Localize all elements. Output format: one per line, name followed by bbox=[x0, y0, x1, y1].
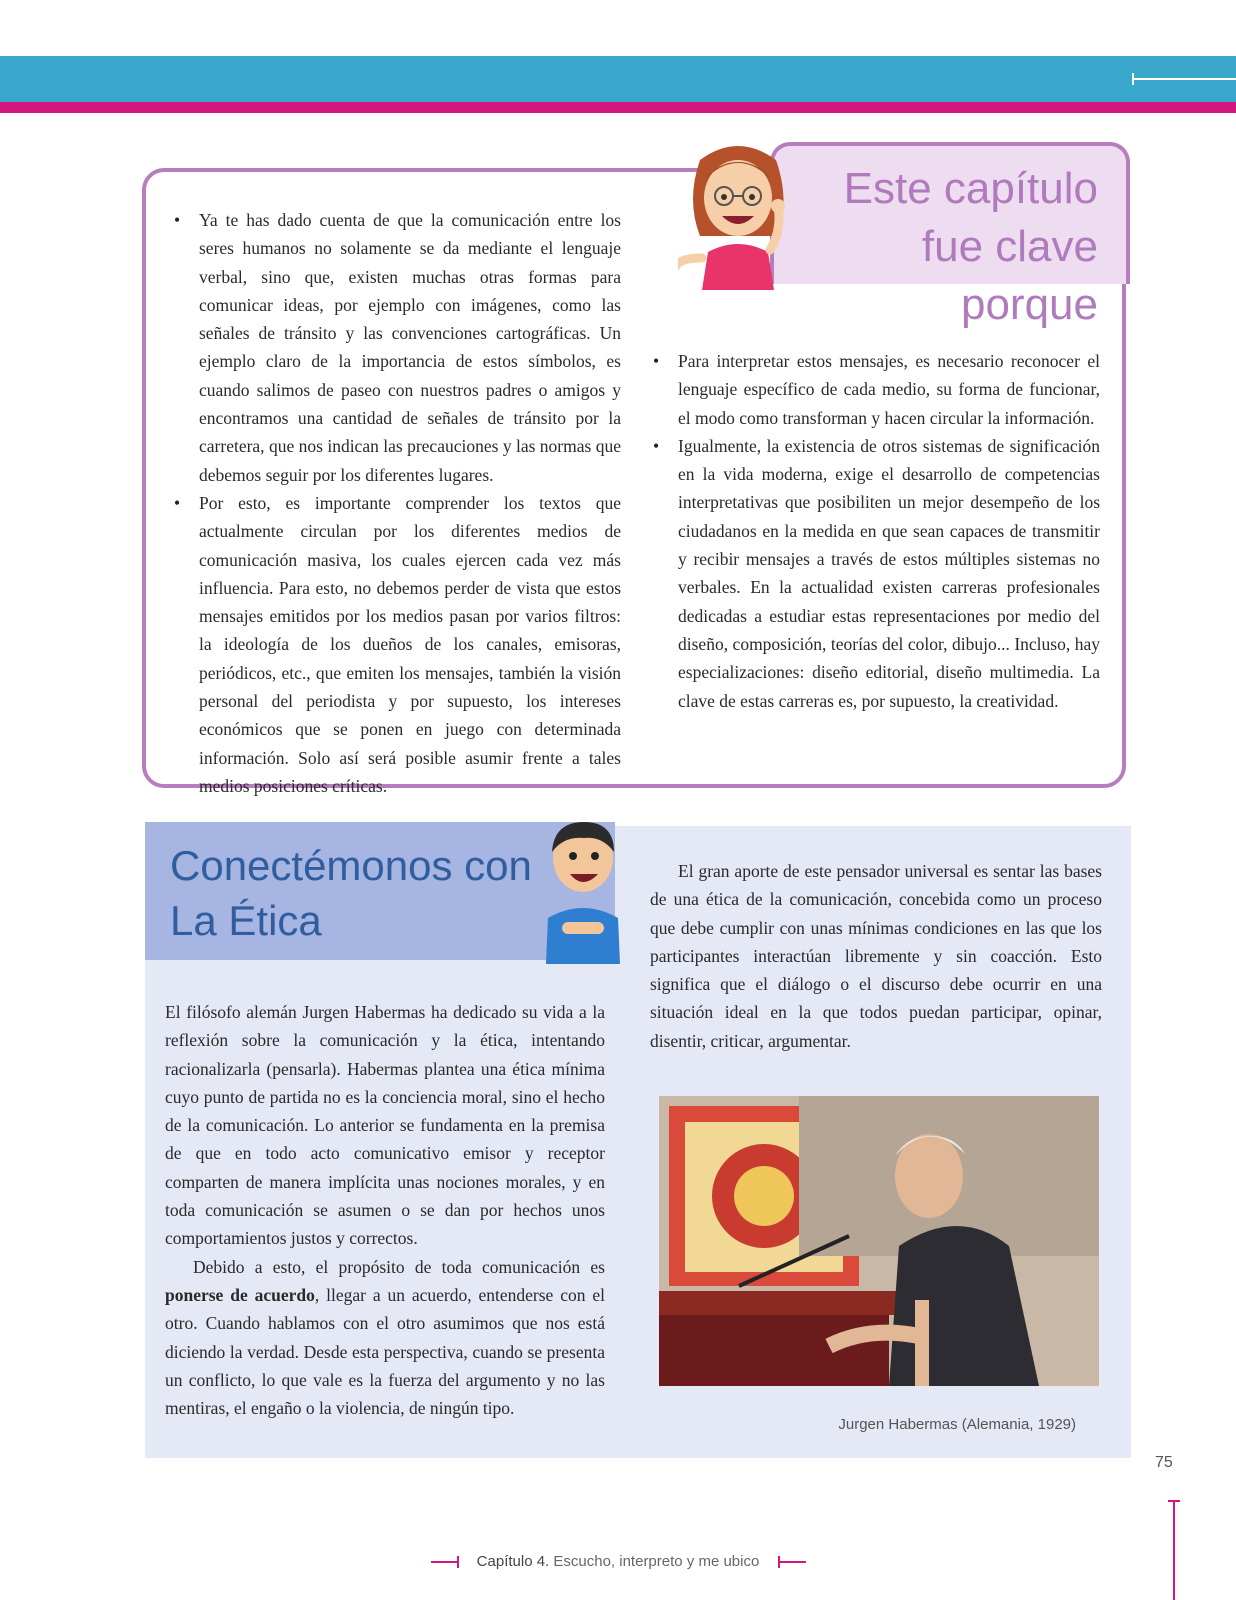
ethics-title-line2: La Ética bbox=[170, 897, 322, 944]
margin-rule bbox=[1173, 1500, 1175, 1600]
margin-rule-tick bbox=[1168, 1500, 1180, 1502]
key-summary-title-line1: Este capítulo bbox=[843, 164, 1098, 213]
key-summary-item: • Igualmente, la existencia de otros sistemas de significación en la vida moderna, exige el desarrollo de competencias interpretativas que posibiliten un mejor desempeño de los ciudadanos en la medida en que sean capaces de transmitir y recibir mensajes a través de estos múltiples sistemas no verbales. En la actualidad existen carreras profesionales dedicadas a estudiar estas representaciones por medio del diseño, composición, teorías del color, dibujo... Incluso, hay especializaciones: diseño editorial, diseño multimedia. La clave de estas carreras es, por supuesto, la creatividad. bbox=[650, 432, 1100, 715]
header-magenta-band bbox=[0, 102, 1236, 113]
ethics-paragraph: El filósofo alemán Jurgen Habermas ha dedicado su vida a la reflexión sobre la comunicación y la ética, intentando racionalizarla (pensarla). Habermas plantea una ética mínima cuyo punto de partida no es la conciencia moral, sino el hecho de la comunicación. Lo anterior se fundamenta en la premisa de que en todo acto comunicativo emisor y receptor comparten de manera implícita unas nociones morales, y en toda comunicación se asumen o se dan por hechos unos comportamientos justos y correctos. bbox=[165, 1002, 605, 1249]
key-summary-item: • Para interpretar estos mensajes, es necesario reconocer el lenguaje específico de cada medio, su forma de funcionar, el modo como transforman y hacen circular la información. bbox=[650, 347, 1100, 432]
page-number: 75 bbox=[1155, 1454, 1173, 1471]
footer-chapter-title: Escucho, interpreto y me ubico bbox=[553, 1553, 760, 1570]
key-summary-title bbox=[774, 160, 1098, 334]
ethics-section-title bbox=[170, 838, 532, 948]
ethics-paragraph bbox=[165, 1253, 605, 1423]
header-rule-tick bbox=[1132, 73, 1134, 85]
ethics-paragraph: El gran aporte de este pensador universal es sentar las bases de una ética de la comunicación, concebida como un proceso que debe cumplir con unas mínimas condiciones en las que los participantes interactúan libremente y sin coacción. Esto significa que el diálogo o el discurso debe ocurrir en una situación ideal en la que todos puedan participar, opinar, disentir, criticar, argumentar. bbox=[650, 861, 1102, 1051]
ethics-right-column bbox=[650, 857, 1102, 1055]
footer-dash-right bbox=[778, 1561, 806, 1563]
key-summary-item: • Por esto, es importante comprender los textos que actualmente circulan por los diferentes medios de comunicación masiva, los cuales ejercen cada vez más influencia. Para esto, no debemos perder de vista que estos mensajes emitidos por los medios pasan por varios filtros: la ideología de los dueños de los canales, emisoras, periódicos, etc., que emiten los mensajes, también la visión personal del periodista y por supuesto, los intereses económicos que se ponen en juego con determinada información. Solo así será posible asumir frente a tales medios posiciones críticas. bbox=[171, 489, 621, 800]
footer-dash-left bbox=[431, 1561, 459, 1563]
ethics-paragraph-text: , llegar a un acuerdo, entenderse con el otro. Cuando hablamos con el otro asumimos que nos está diciendo la verdad. Desde esta perspectiva, cuando se presenta un conflicto, lo que vale es la fuerza del argumento y no las mentiras, el engaño o la violencia, de ningún tipo. bbox=[165, 1284, 605, 1419]
photo-caption: Jurgen Habermas (Alemania, 1929) bbox=[838, 1416, 1076, 1433]
header-blue-band bbox=[0, 56, 1236, 102]
ethics-bold-phrase: ponerse de acuerdo bbox=[165, 1284, 315, 1305]
ethics-title-line1: Conectémonos con bbox=[170, 842, 532, 889]
footer-chapter: Capítulo 4. bbox=[476, 1553, 550, 1570]
key-summary-header bbox=[770, 142, 1130, 329]
key-summary-left-column bbox=[171, 206, 621, 800]
habermas-photo bbox=[659, 1096, 1099, 1386]
header-rule bbox=[1132, 78, 1236, 80]
page-footer bbox=[0, 1553, 1236, 1570]
girl-mascot-illustration bbox=[678, 140, 800, 300]
key-summary-item: • Ya te has dado cuenta de que la comunicación entre los seres humanos no solamente se da mediante el lenguaje verbal, sino que, existen muchas otras formas para comunicar ideas, por ejemplo con imágenes, como las señales de tránsito y las convenciones cartográficas. Un ejemplo claro de la importancia de estos símbolos, es cuando salimos de paseo con nuestros padres o amigos y encontramos una cantidad de señales de tránsito por la carretera, que nos indican las precauciones y las normas que debemos seguir por los diferentes lugares. bbox=[171, 206, 621, 489]
ethics-left-column bbox=[165, 998, 605, 1422]
key-summary-right-column bbox=[650, 347, 1100, 715]
boy-mascot-illustration bbox=[540, 818, 626, 966]
key-summary-title-line2: fue clave porque bbox=[921, 222, 1098, 329]
ethics-paragraph-text: Debido a esto, el propósito de toda comunicación es bbox=[193, 1256, 605, 1277]
